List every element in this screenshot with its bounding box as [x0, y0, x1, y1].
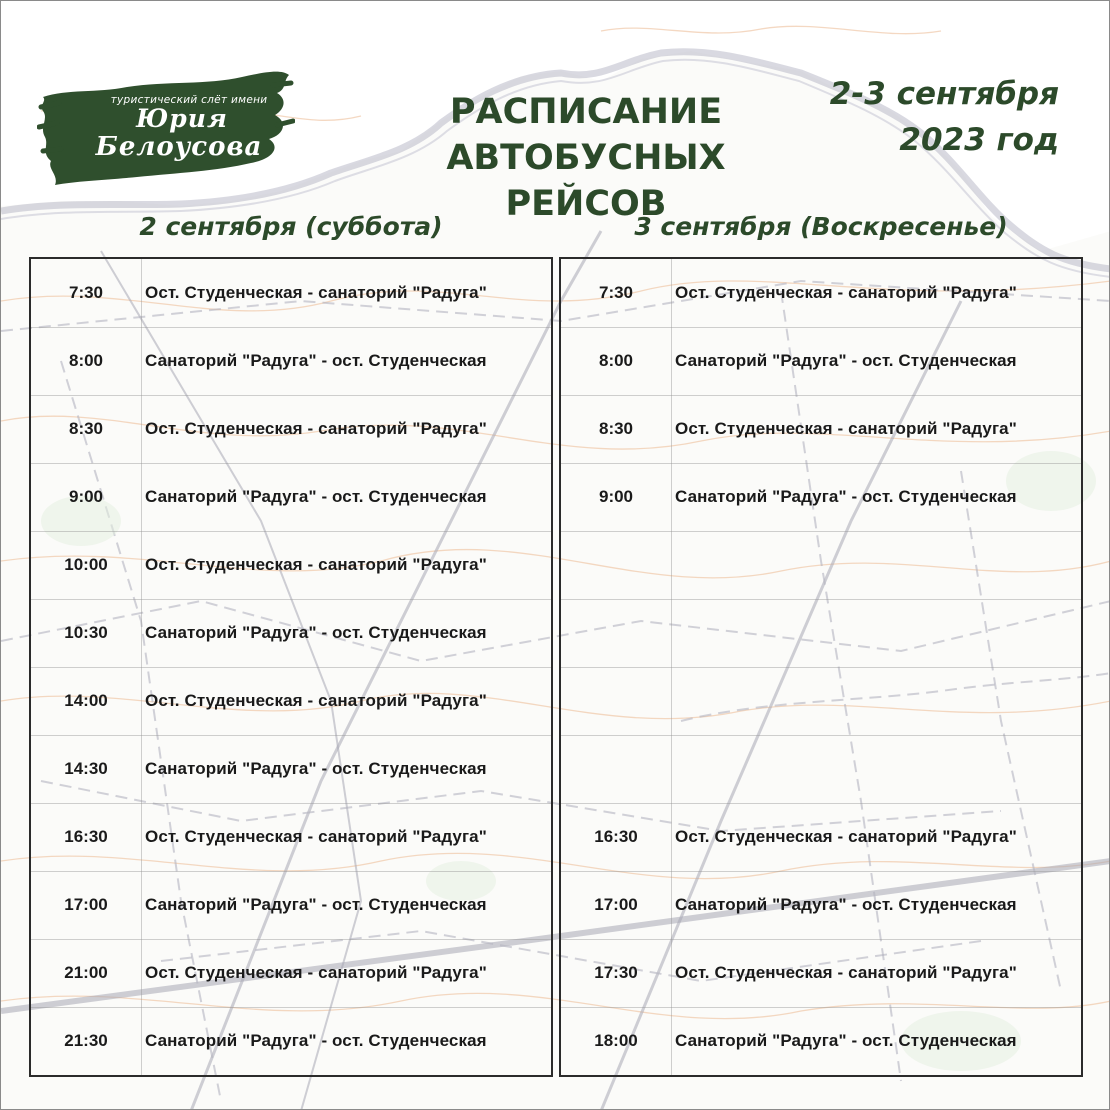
schedule-row	[561, 463, 1081, 532]
logo-subtitle: туристический слёт имени	[110, 94, 268, 106]
departure-time: 7:30	[598, 283, 634, 302]
route-name: Ост. Студенческая - санаторий "Радуга"	[675, 963, 1017, 982]
departure-time: 7:30	[68, 283, 104, 302]
route-name: Ост. Студенческая - санаторий "Радуга"	[145, 555, 487, 574]
title-line-1: РАСПИСАНИЕ	[449, 92, 723, 132]
schedule-row	[561, 871, 1081, 940]
event-dates	[771, 71, 1059, 163]
schedule-row	[561, 667, 1081, 736]
route-name: Ост. Студенческая - санаторий "Радуга"	[675, 827, 1017, 846]
day1-header: 2 сентября (суббота)	[139, 212, 443, 241]
page-title	[371, 89, 801, 227]
departure-time: 8:00	[598, 351, 634, 370]
route-name: Санаторий "Радуга" - ост. Студенческая	[675, 895, 1017, 914]
dates-line-2: 2023 год	[899, 122, 1059, 158]
schedule-row	[31, 939, 551, 1008]
route-name: Ост. Студенческая - санаторий "Радуга"	[675, 419, 1017, 438]
schedule-row	[561, 259, 1081, 328]
route-name: Ост. Студенческая - санаторий "Радуга"	[145, 691, 487, 710]
departure-time	[561, 599, 671, 667]
route-name: Ост. Студенческая - санаторий "Радуга"	[145, 963, 487, 982]
departure-time: 9:00	[68, 487, 104, 506]
route-name: Санаторий "Радуга" - ост. Студенческая	[145, 487, 487, 506]
departure-time	[561, 531, 671, 599]
departure-time: 16:30	[594, 827, 638, 846]
day1-schedule-table	[29, 257, 553, 1077]
route-name: Ост. Студенческая - санаторий "Радуга"	[145, 827, 487, 846]
departure-time: 21:30	[64, 1031, 108, 1050]
title-line-2: АВТОБУСНЫХ РЕЙСОВ	[446, 138, 726, 224]
departure-time: 8:30	[68, 419, 104, 438]
schedule-row	[31, 327, 551, 396]
dates-line-1: 2-3 сентября	[829, 76, 1059, 112]
schedule-row	[31, 735, 551, 804]
schedule-row	[561, 803, 1081, 872]
route-name: Санаторий "Радуга" - ост. Студенческая	[145, 351, 487, 370]
departure-time	[561, 667, 671, 735]
schedule-row	[31, 259, 551, 328]
route-name: Санаторий "Радуга" - ост. Студенческая	[145, 895, 487, 914]
schedule-row	[31, 1007, 551, 1075]
logo-name-first: Юрия	[136, 104, 228, 133]
route-name	[675, 735, 1075, 803]
day2-schedule-table	[559, 257, 1083, 1077]
schedule-row	[31, 871, 551, 940]
route-name: Санаторий "Радуга" - ост. Студенческая	[675, 1031, 1017, 1050]
departure-time: 9:00	[598, 487, 634, 506]
departure-time: 10:30	[64, 623, 108, 642]
departure-time: 8:30	[598, 419, 634, 438]
departure-time: 17:30	[594, 963, 638, 982]
departure-time: 10:00	[64, 555, 108, 574]
schedule-row	[31, 395, 551, 464]
departure-time: 18:00	[594, 1031, 638, 1050]
route-name	[675, 531, 1075, 599]
schedule-row	[561, 531, 1081, 600]
route-name: Санаторий "Радуга" - ост. Студенческая	[675, 487, 1017, 506]
route-name: Санаторий "Радуга" - ост. Студенческая	[145, 623, 487, 642]
departure-time: 14:00	[64, 691, 108, 710]
route-name	[675, 667, 1075, 735]
logo-name-last: Белоусова	[95, 132, 263, 162]
route-name: Санаторий "Радуга" - ост. Студенческая	[145, 1031, 487, 1050]
schedule-row	[31, 599, 551, 668]
route-name: Ост. Студенческая - санаторий "Радуга"	[675, 283, 1017, 302]
route-name: Ост. Студенческая - санаторий "Радуга"	[145, 419, 487, 438]
departure-time	[561, 735, 671, 803]
departure-time: 21:00	[64, 963, 108, 982]
schedule-row	[561, 395, 1081, 464]
schedule-row	[31, 531, 551, 600]
schedule-row	[561, 1007, 1081, 1075]
schedule-row	[31, 667, 551, 736]
departure-time: 17:00	[594, 895, 638, 914]
day2-header: 3 сентября (Воскресенье)	[634, 212, 1008, 241]
departure-time: 16:30	[64, 827, 108, 846]
schedule-row	[561, 939, 1081, 1008]
departure-time: 14:30	[64, 759, 108, 778]
event-logo	[37, 63, 295, 189]
schedule-row	[31, 803, 551, 872]
departure-time: 17:00	[64, 895, 108, 914]
schedule-row	[561, 327, 1081, 396]
route-name: Ост. Студенческая - санаторий "Радуга"	[145, 283, 487, 302]
departure-time: 8:00	[68, 351, 104, 370]
route-name: Санаторий "Радуга" - ост. Студенческая	[145, 759, 487, 778]
route-name	[675, 599, 1075, 667]
schedule-row	[561, 599, 1081, 668]
route-name: Санаторий "Радуга" - ост. Студенческая	[675, 351, 1017, 370]
schedule-row	[561, 735, 1081, 804]
schedule-row	[31, 463, 551, 532]
